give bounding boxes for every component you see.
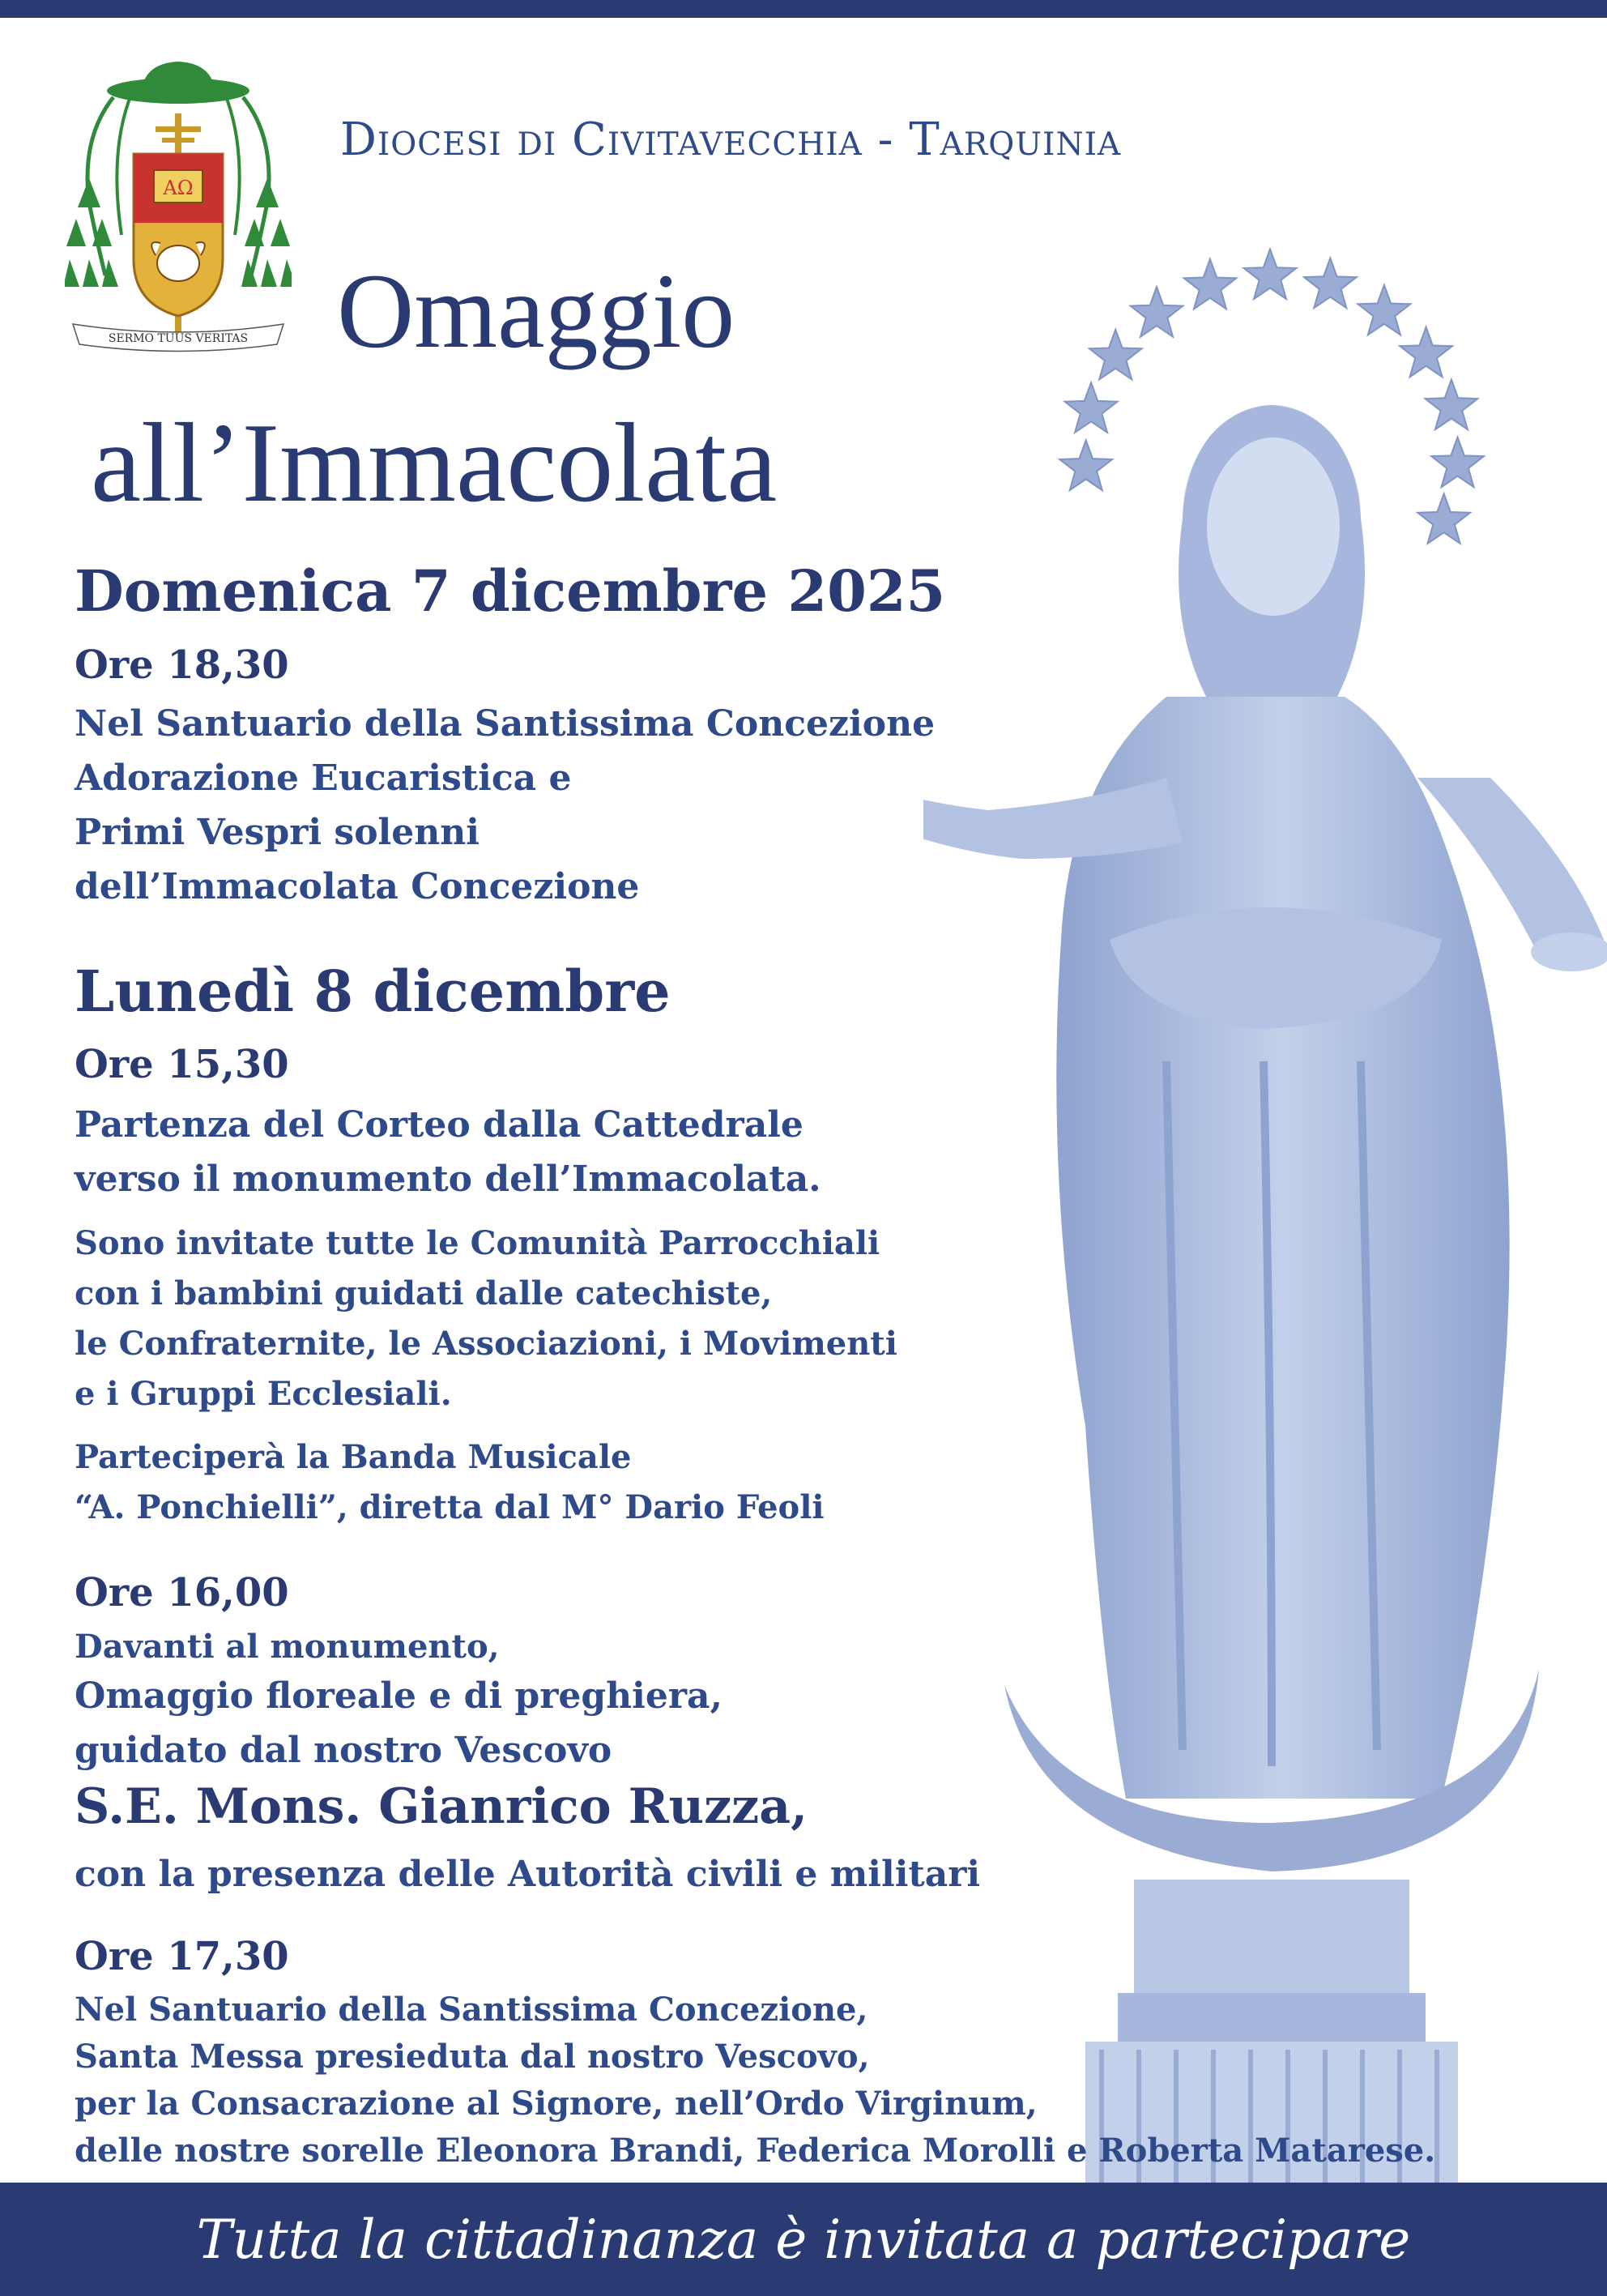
day1-line: Adorazione Eucaristica e (75, 758, 572, 799)
event1-description (75, 1098, 821, 1206)
halo-star-icon (1358, 285, 1411, 335)
immacolata-statue-icon (923, 211, 1607, 2187)
event3-line: Nel Santuario della Santissima Concezione, (75, 1991, 868, 2029)
day1-time: Ore 18,30 (75, 642, 289, 688)
diocese-name: Diocesi di Civitavecchia - Tarquinia (340, 113, 1122, 166)
bishop-name: S.E. Mons. Gianrico Ruzza, (75, 1778, 808, 1835)
invite-line: Sono invitate tutte le Comunità Parrocchiali (75, 1224, 880, 1262)
event1-line: verso il monumento dell’Immacolata. (75, 1159, 821, 1200)
event2-line: Omaggio floreale e di preghiera, (75, 1675, 723, 1717)
halo-star-icon (1400, 327, 1452, 378)
footer-invitation: Tutta la cittadinanza è invitata a partecipare (196, 2208, 1411, 2271)
event1-time: Ore 15,30 (75, 1042, 289, 1087)
halo-star-icon (1304, 258, 1357, 309)
event1-band (75, 1432, 825, 1533)
event2-line: guidato dal nostro Vescovo (75, 1730, 612, 1771)
event3-description (75, 1987, 1435, 2174)
band-line: Parteciperà la Banda Musicale (75, 1438, 632, 1476)
top-border (0, 0, 1607, 18)
halo-star-icon (1184, 259, 1237, 309)
event2-presence: con la presenza delle Autorità civili e militari (75, 1854, 981, 1895)
event3-line: per la Consacrazione al Signore, nell’Ordo Virginum, (75, 2085, 1038, 2123)
title-line-2: all’Immacolata (91, 400, 778, 526)
event2-intro: Davanti al monumento, (75, 1628, 500, 1666)
footer-bar (0, 2183, 1607, 2296)
invite-line: con i bambini guidati dalle catechiste, (75, 1274, 773, 1312)
halo-star-icon (1244, 250, 1297, 300)
day2-date: Lunedì 8 dicembre (75, 958, 671, 1025)
event3-line: delle nostre sorelle Eleonora Brandi, Federica Morolli e Roberta Matarese. (75, 2132, 1436, 2170)
invite-line: le Confraternite, le Associazioni, i Movimenti (75, 1325, 897, 1363)
title-line-1: Omaggio (337, 251, 735, 370)
event1-invite (75, 1218, 897, 1419)
halo-star-icon (1426, 380, 1478, 429)
day1-description (75, 697, 935, 914)
svg-text:SERMO TUUS VERITAS: SERMO TUUS VERITAS (108, 332, 249, 345)
day1-date: Domenica 7 dicembre 2025 (75, 557, 946, 625)
event3-line: Santa Messa presieduta dal nostro Vescovo, (75, 2038, 870, 2076)
svg-text:AΩ: AΩ (163, 177, 194, 199)
halo-star-icon (1131, 287, 1183, 337)
coat-of-arms-icon (65, 57, 292, 356)
halo-star-icon (1431, 437, 1484, 488)
event2-time: Ore 16,00 (75, 1570, 289, 1615)
halo-star-icon (1089, 330, 1142, 380)
band-line: “A. Ponchielli”, diretta dal M° Dario Feoli (75, 1488, 825, 1526)
halo-star-icon (1417, 493, 1470, 544)
halo-star-icon (1065, 382, 1118, 433)
day1-line: dell’Immacolata Concezione (75, 866, 640, 907)
halo-star-icon (1059, 441, 1112, 491)
day1-line: Nel Santuario della Santissima Concezione (75, 703, 936, 745)
invite-line: e i Gruppi Ecclesiali. (75, 1375, 452, 1413)
day1-line: Primi Vespri solenni (75, 812, 480, 853)
event2-description (75, 1669, 723, 1777)
event3-time: Ore 17,30 (75, 1934, 289, 1979)
event1-line: Partenza del Corteo dalla Cattedrale (75, 1104, 804, 1146)
